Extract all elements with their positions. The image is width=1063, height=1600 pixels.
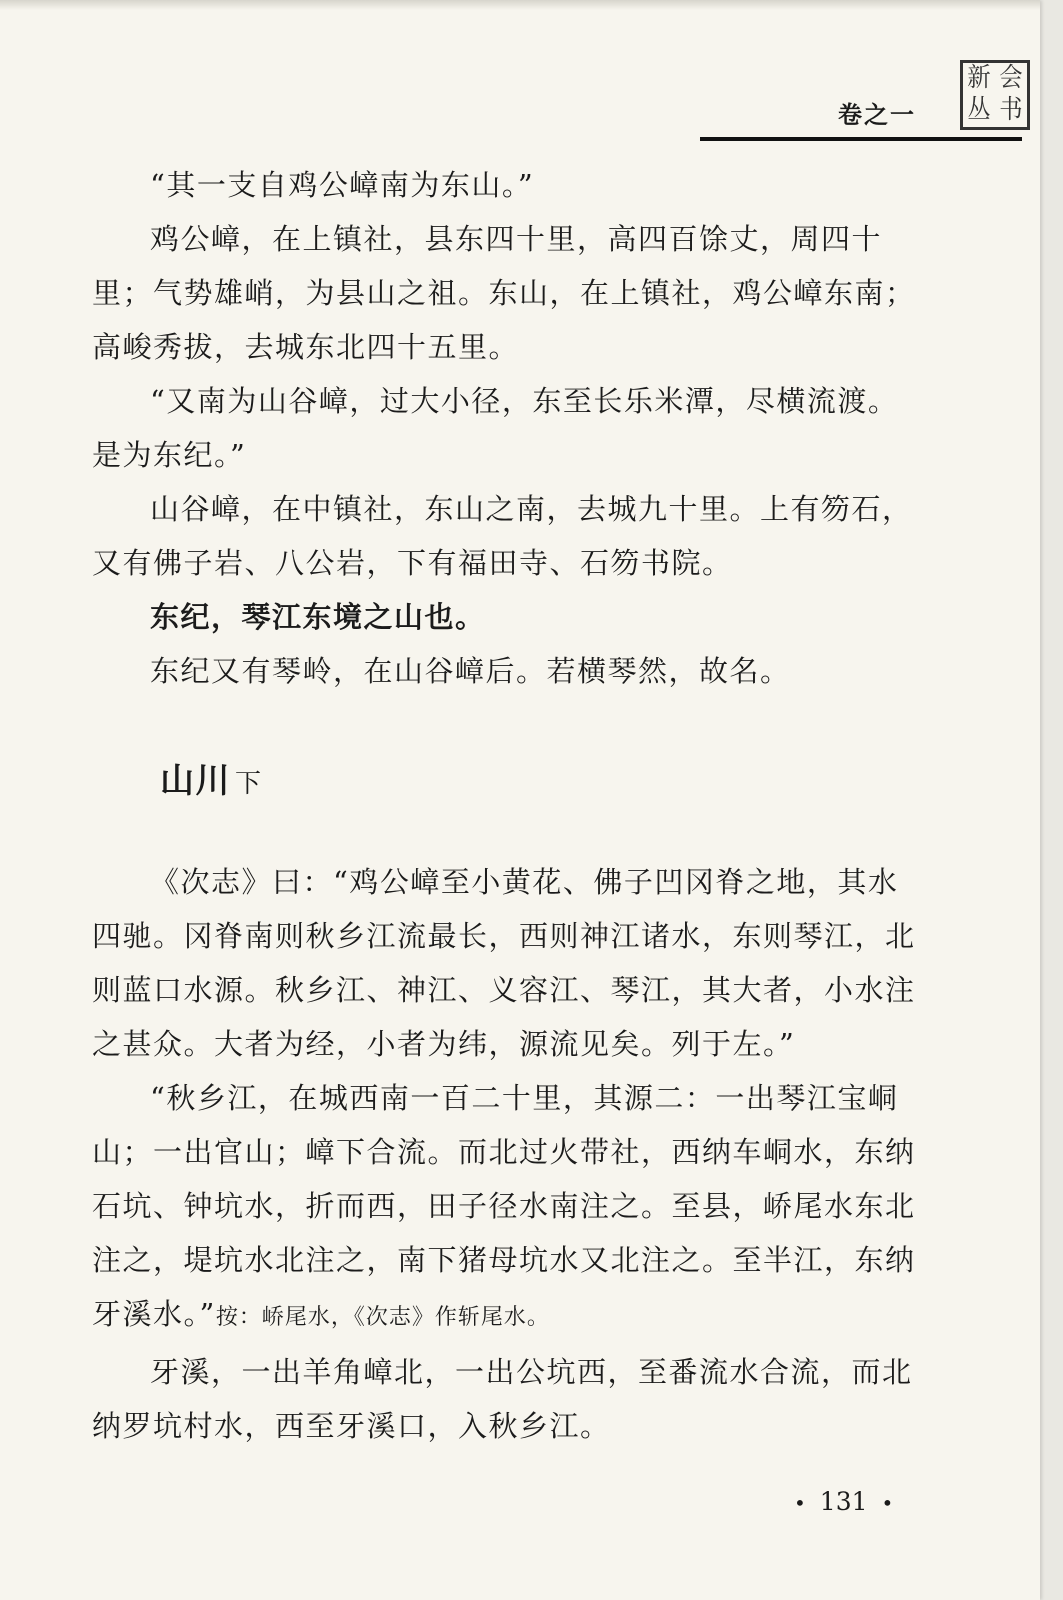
paragraph: “其一支自鸡公嶂南为东山。”: [150, 168, 535, 202]
section-subtitle: 下: [235, 769, 263, 799]
header-rule: [700, 137, 1022, 141]
seal-char: 会: [999, 63, 1023, 93]
paragraph-with-note: [92, 1071, 922, 1345]
seal-char: 丛: [967, 95, 991, 125]
paragraph: 东纪又有琴岭，在山谷嶂后。若横琴然，故名。: [150, 654, 791, 688]
seal-char: 书: [999, 95, 1023, 125]
paragraph: 鸡公嶂，在上镇社，县东四十里，高四百馀丈，周四十里；气势雄峭，为县山之祖。东山，在上镇社，鸡公嶂东南；高峻秀拔，去城东北四十五里。: [92, 222, 916, 364]
seal-stamp-icon: [960, 60, 1030, 130]
paragraph: 《次志》曰：“鸡公嶂至小黄花、佛子凹冈脊之地，其水四驰。冈脊南则秋乡江流最长，西则神江诸水，东则琴江，北则蓝口水源。秋乡江、神江、义容江、琴江，其大者，小水注之甚众。大者为经，小者为纬，源流见矣。列于左。”: [92, 865, 916, 1061]
bold-paragraph: 东纪，琴江东境之山也。: [150, 600, 486, 634]
section-heading: [160, 754, 922, 811]
page-number-value: 131: [819, 1487, 868, 1516]
paragraph-text: “秋乡江，在城西南一百二十里，其源二：一出琴江宝峒山；一出官山；嶂下合流。而北过火带社，西纳车峒水，东纳石坑、钟坑水，折而西，田子径水南注之。至县，峤尾水东北注之，堤坑水北注之，南下猪母坑水又北注之。至半江，东纳牙溪水。”: [92, 1081, 916, 1331]
annotation-note: 按：峤尾水，《次志》作斩尾水。: [215, 1305, 550, 1330]
paragraph: 山谷嶂，在中镇社，东山之南，去城九十里。上有笏石，又有佛子岩、八公岩，下有福田寺、石笏书院。: [92, 492, 913, 580]
page-number: • 131 •: [794, 1487, 894, 1516]
chapter-header: 卷之一: [838, 101, 916, 129]
paragraph: 牙溪，一出羊角嶂北，一出公坑西，至番流水合流，而北纳罗坑村水，西至牙溪口，入秋乡江。: [92, 1355, 913, 1443]
body-text: [92, 158, 922, 1453]
section-title: 山川: [160, 761, 231, 801]
seal-char: 新: [967, 63, 991, 93]
paragraph: “又南为山谷嶂，过大小径，东至长乐米潭，尽横流渡。是为东纪。”: [92, 384, 899, 472]
page-top-edge: [0, 0, 1040, 10]
